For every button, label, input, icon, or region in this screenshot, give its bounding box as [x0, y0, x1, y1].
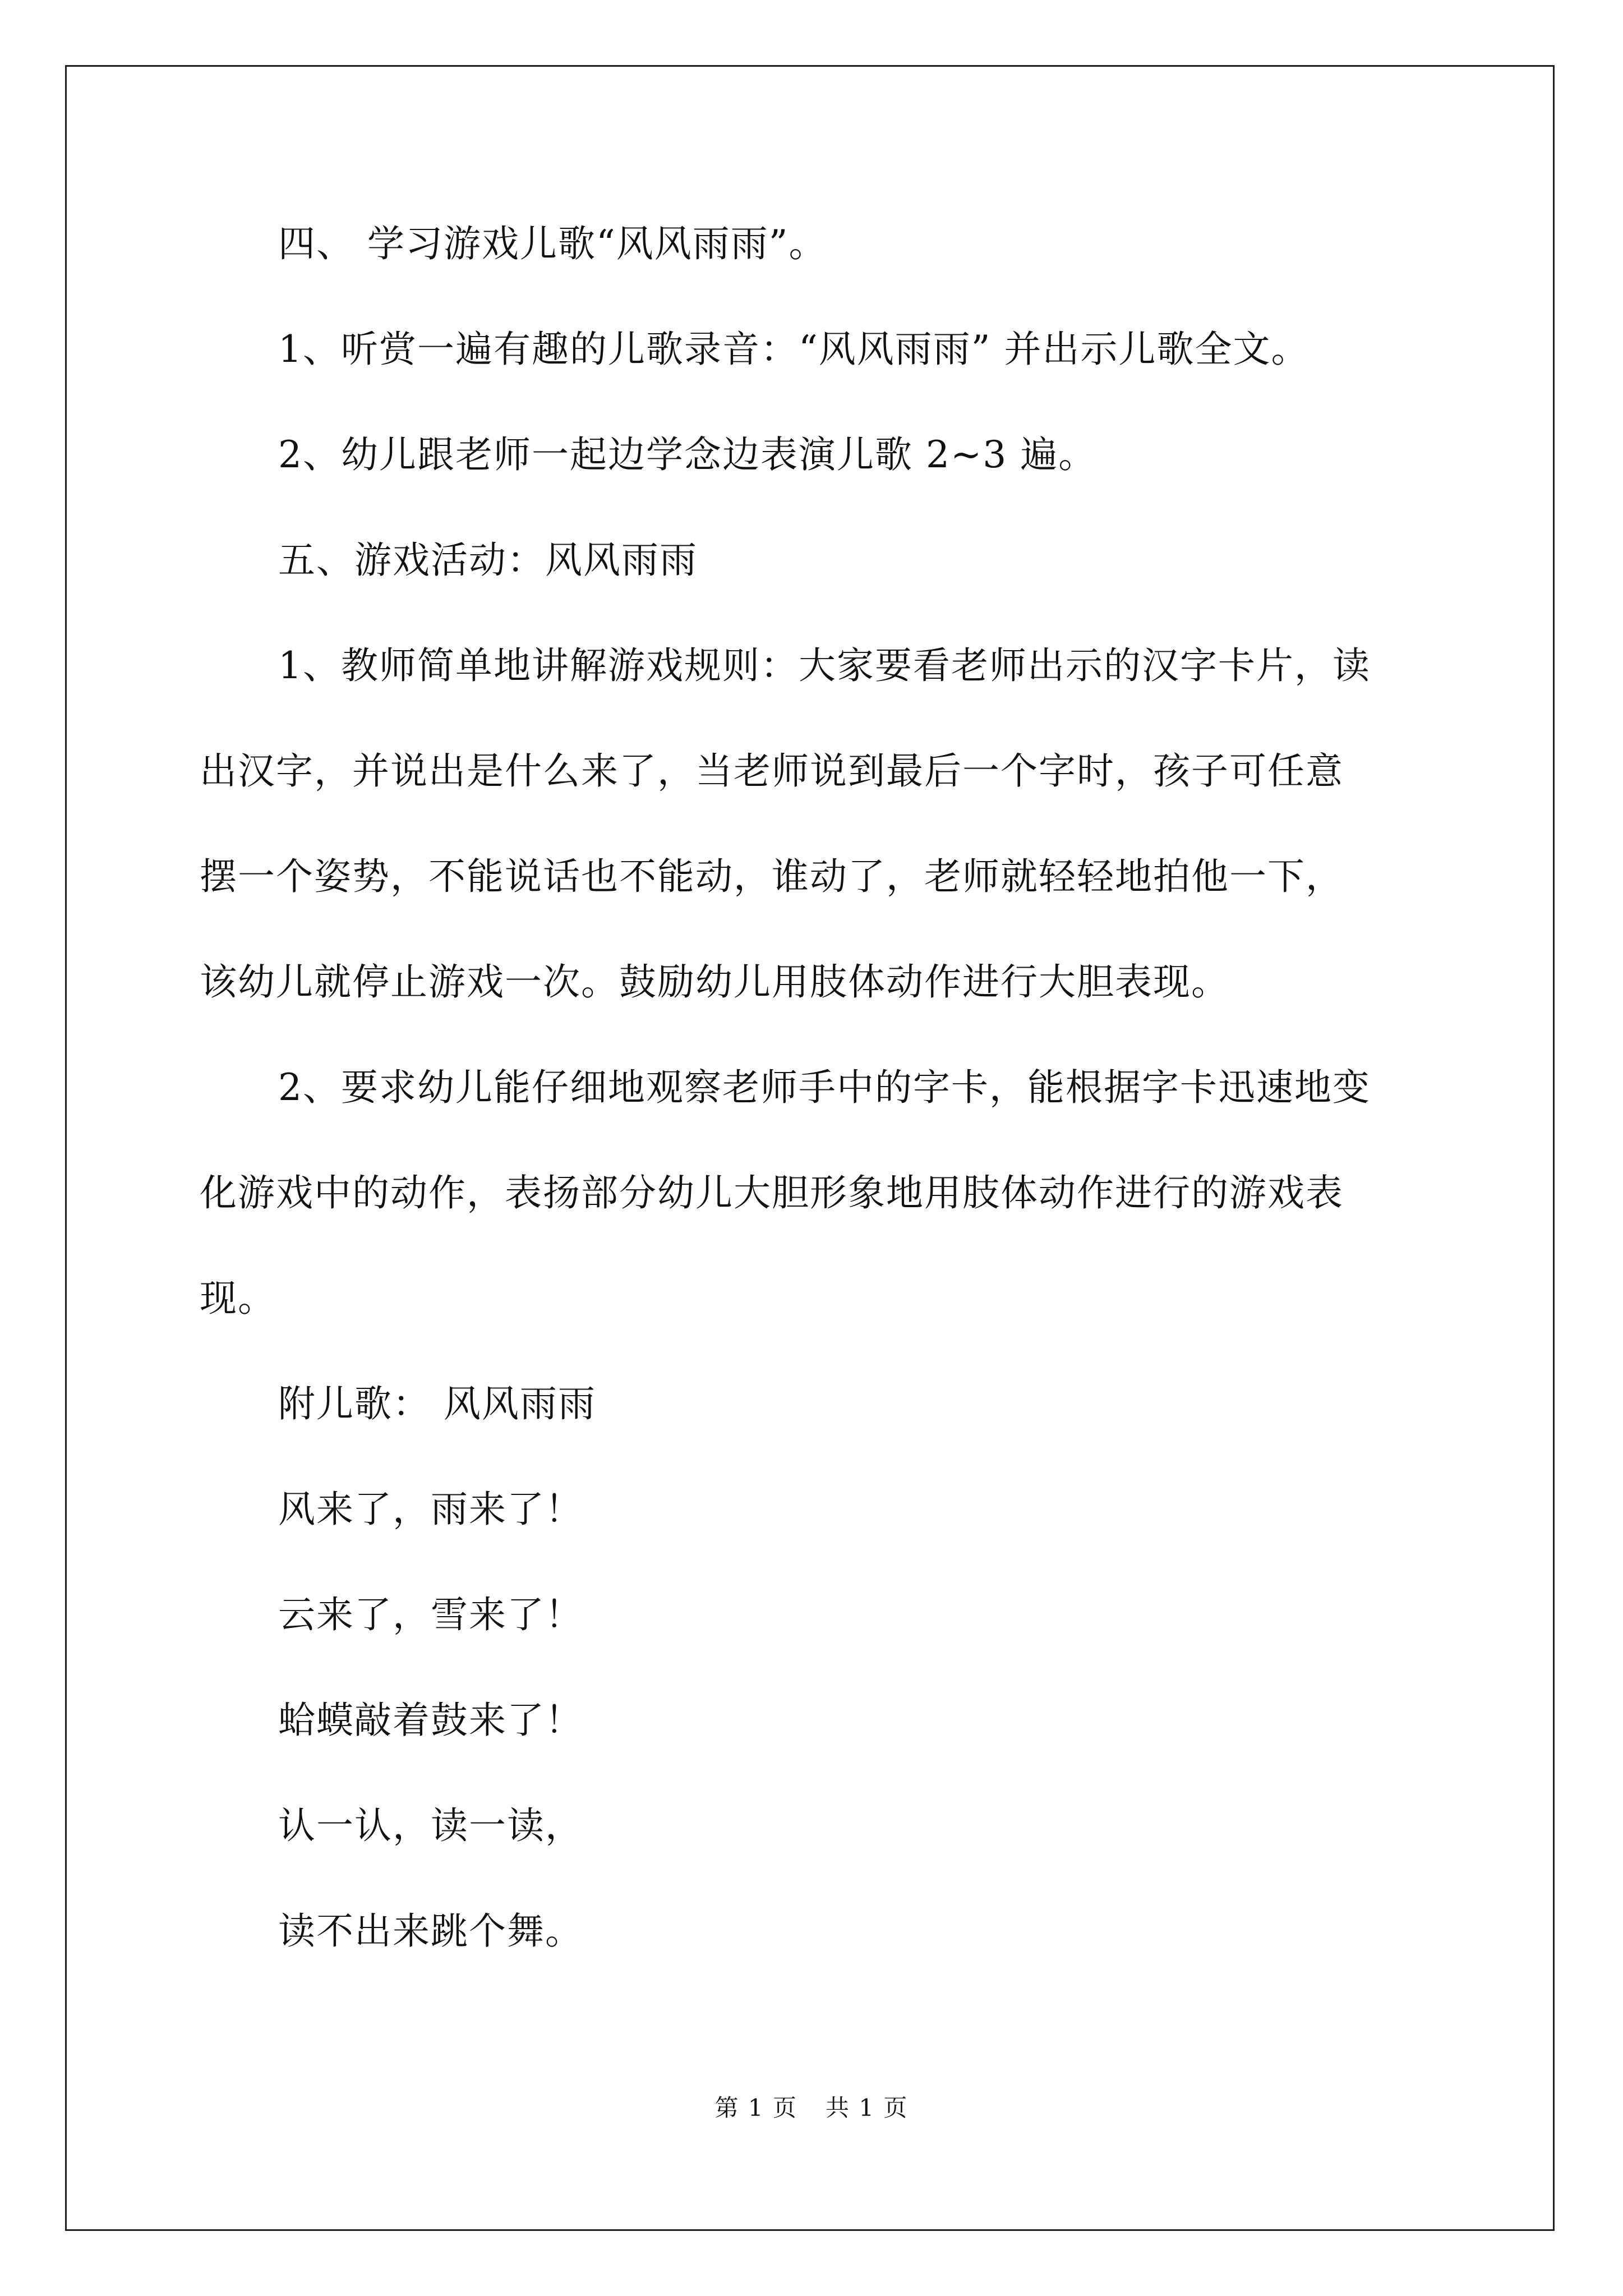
section-heading-5: 五、游戏活动：风风雨雨	[278, 539, 698, 582]
paragraph-line: 现。	[200, 1277, 276, 1320]
section-heading-4: 四、 学习游戏儿歌“风风雨雨”。	[278, 222, 827, 265]
document-body	[200, 216, 1422, 2009]
song-line: 蛤蟆敲着鼓来了！	[278, 1699, 583, 1742]
paragraph-line: 化游戏中的动作，表扬部分幼儿大胆形象地用肢体动作进行的游戏表	[200, 1171, 1344, 1214]
paragraph-line: 摆一个姿势，不能说话也不能动，谁动了，老师就轻轻地拍他一下，	[200, 855, 1344, 898]
song-line: 云来了，雪来了！	[278, 1593, 583, 1636]
paragraph-line: 出汉字，并说出是什么来了，当老师说到最后一个字时，孩子可任意	[200, 749, 1344, 793]
song-line: 风来了，雨来了！	[278, 1488, 583, 1531]
paragraph-line: 该幼儿就停止游戏一次。鼓励幼儿用肢体动作进行大胆表现。	[200, 960, 1229, 1004]
paragraph-line: 2、幼儿跟老师一起边学念边表演儿歌 2~3 遍。	[278, 433, 1097, 476]
song-line: 认一认，读一读，	[278, 1804, 583, 1847]
paragraph-line: 1、教师简单地讲解游戏规则：大家要看老师出示的汉字卡片，读	[278, 644, 1371, 687]
page-number: 第 1 页	[714, 2094, 797, 2122]
page-total: 共 1 页	[826, 2094, 909, 2122]
paragraph-line: 2、要求幼儿能仔细地观察老师手中的字卡，能根据字卡迅速地变	[278, 1066, 1371, 1109]
song-line: 读不出来跳个舞。	[278, 1910, 583, 1953]
appendix-heading: 附儿歌： 风风雨雨	[278, 1382, 596, 1425]
paragraph-line: 1、听赏一遍有趣的儿歌录音：“风风雨雨” 并出示儿歌全文。	[278, 328, 1310, 371]
page-footer	[0, 2090, 1623, 2123]
